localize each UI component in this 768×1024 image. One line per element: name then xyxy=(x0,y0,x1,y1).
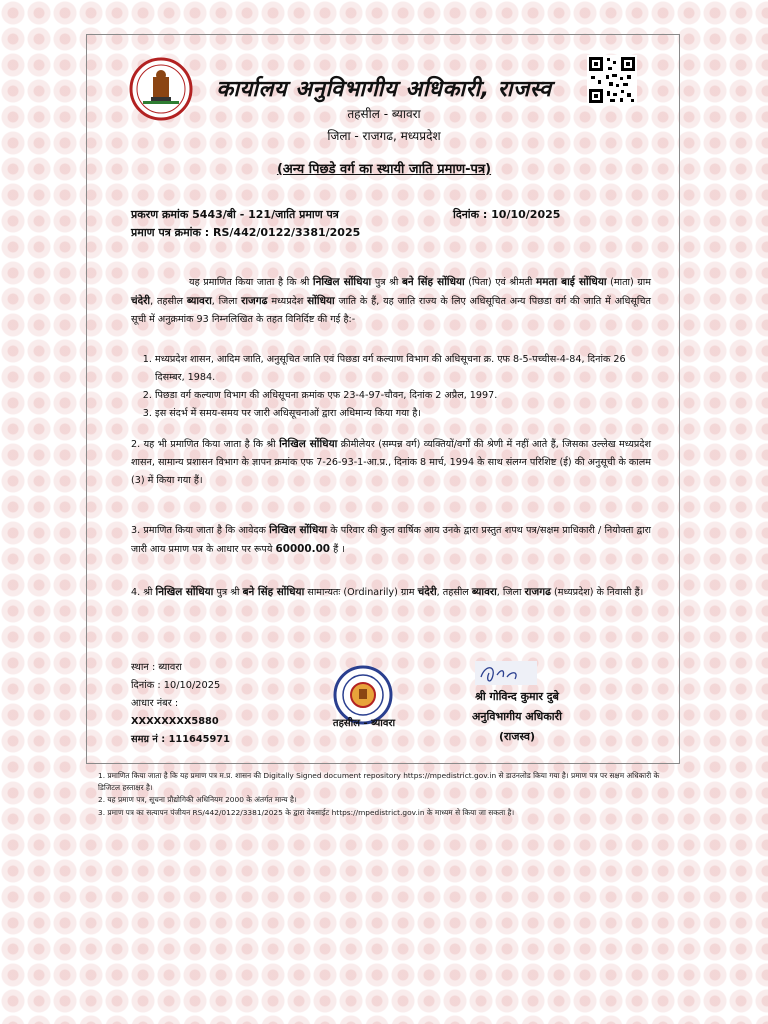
list-item: 3. इस संदर्भ में समय-समय पर जारी अधिसूचनाओं द्वारा अधिमान्य किया गया है। xyxy=(155,405,651,423)
mother-name: ममता बाई सोंधिया xyxy=(535,276,607,288)
text: (माता) ग्राम xyxy=(610,277,651,288)
signatory-department: (राजस्व) xyxy=(499,730,535,743)
text: पुत्र श्री xyxy=(216,587,240,598)
text: हैं । xyxy=(333,544,345,555)
district-name: राजगढ xyxy=(524,586,551,598)
date-line: दिनांक : 10/10/2025 xyxy=(131,680,221,691)
district-line: जिला - राजगढ, मध्यप्रदेश xyxy=(327,129,441,143)
applicant-name: निखिल सोंधिया xyxy=(279,438,338,450)
tehsil-name: ब्यावरा xyxy=(471,586,497,598)
applicant-name: निखिल सोंधिया xyxy=(269,524,328,536)
text: (पिता) एवं श्रीमती xyxy=(468,277,533,288)
footer-note: 3. प्रमाण पत्र का सत्यापन पंजीयन RS/442/0122/3381/2025 के द्वारा वेबसाईट https://mpedistrict.gov.in के माध्यम से किया जा सकता है। xyxy=(98,807,515,817)
samagra-number: समग्र नं : 111645971 xyxy=(131,734,230,745)
paragraph-4 xyxy=(131,583,651,602)
tehsil-name: ब्यावरा xyxy=(186,295,212,307)
place-line: स्थान : ब्यावरा xyxy=(131,662,182,673)
aadhaar-value: XXXXXXXX5880 xyxy=(131,716,219,727)
list-item: 1. मध्यप्रदेश शासन, आदिम जाति, अनुसूचित जाति एवं पिछडा वर्ग कल्याण विभाग की अधिसूचना क्र. एफ 8-5-पच्चीस-4-84, दिनांक 26 दिसम्बर, 1984. xyxy=(155,351,651,387)
district-name: राजगढ xyxy=(241,295,268,307)
village-name: चंदेरी xyxy=(131,295,151,307)
paragraph-2 xyxy=(131,435,651,490)
office-title: कार्यालय अनुविभागीय अधिकारी, राजस्व xyxy=(216,77,552,102)
caste-name: सोंधिया xyxy=(307,295,335,307)
certificate-type-heading: (अन्य पिछडे वर्ग का स्थायी जाति प्रमाण-पत्र) xyxy=(276,162,492,177)
village-name: चंदेरी xyxy=(417,586,437,598)
aadhaar-label: आधार नंबर : xyxy=(131,698,179,709)
text: , तहसील xyxy=(150,296,183,307)
applicant-name: निखिल सोंधिया xyxy=(312,276,372,288)
text: , जिला xyxy=(211,296,238,307)
income-amount: 60000.00 xyxy=(275,543,331,555)
notification-list xyxy=(131,351,651,423)
paragraph-3 xyxy=(131,521,651,559)
footer-note: 2. यह प्रमाण पत्र, सूचना प्रौद्योगिकी अधिनियम 2000 के अंतर्गत मान्य है। xyxy=(98,795,297,804)
text: 3. प्रमाणित किया जाता है कि आवेदक xyxy=(131,525,266,536)
text: , तहसील xyxy=(436,587,469,598)
father-name: बने सिंह सोंधिया xyxy=(242,586,305,598)
text: मध्यप्रदेश xyxy=(271,296,304,307)
certificate-frame xyxy=(86,34,680,764)
case-number: प्रकरण क्रमांक 5443/बी - 121/जाति प्रमाण पत्र xyxy=(131,208,339,221)
list-item: 2. पिछडा वर्ग कल्याण विभाग की अधिसूचना क्रमांक एफ 23-4-97-चौवन, दिनांक 2 अप्रैल, 1997. xyxy=(155,387,651,405)
seal-label: तहसील - ब्यावरा xyxy=(332,718,396,729)
footer-notes xyxy=(98,770,670,819)
signature-image xyxy=(475,661,537,685)
text: क्रीमीलेयर (सम्पन्न वर्ग) व्यक्तियों/वर्गों की श्रेणी में नहीं आते हैं, जिसका उल्लेख मध्यप्रदेश शासन, सामान्य प्रशासन विभाग के ज्ञापन क्रमांक एफ 7-26-93-1-आ.प्र., दिनांक 8 मार्च, 1994 के साथ संलग्न परिशिष्ट (ई) की अनुसूची के कालम (3) में किया गया हैं। xyxy=(131,439,651,486)
tehsil-line: तहसील - ब्यावरा xyxy=(347,107,421,121)
text: 2. यह भी प्रमाणित किया जाता है कि श्री xyxy=(131,439,276,450)
text: पुत्र श्री xyxy=(374,277,399,288)
certificate-number: प्रमाण पत्र क्रमांक : RS/442/0122/3381/2025 xyxy=(131,226,361,239)
text: 4. श्री xyxy=(131,587,153,598)
applicant-name: निखिल सोंधिया xyxy=(155,586,214,598)
text: (मध्यप्रदेश) के निवासी हैं। xyxy=(553,587,644,598)
text: यह प्रमाणित किया जाता है कि श्री xyxy=(189,277,310,288)
issue-date: दिनांक : 10/10/2025 xyxy=(453,208,561,221)
paragraph-1 xyxy=(131,273,651,329)
footer-note: 1. प्रमाणित किया जाता है कि यह प्रमाण पत्र म.प्र. शासन की Digitally Signed document repository https://mpedistrict.gov.in से डाउनलोड किया गया है। प्रमाण पत्र पर सक्षम अधिकारी के डिजिटल हस्ताक्षर है। xyxy=(98,771,660,792)
text: जाति के हैं, यह जाति राज्य के लिए अधिसूचित अन्य पिछडा वर्ग की जाति में अधिसूचित सूची में अनुक्रमांक 93 निम्नलिखित के तहत विनिर्दिष्ट की गई है:- xyxy=(131,296,651,325)
text: सामान्यतः (Ordinarily) ग्राम xyxy=(307,587,415,598)
text: , जिला xyxy=(496,587,522,598)
text: के परिवार की कुल वार्षिक आय उनके द्वारा प्रस्तुत शपथ पत्र/सक्षम प्राधिकारी / नियोक्ता द्वारा जारी आय प्रमाण पत्र के आधार पर रूपये xyxy=(131,525,652,555)
signatory-name: श्री गोविन्द कुमार दुबे xyxy=(475,690,559,703)
signatory-designation: अनुविभागीय अधिकारी xyxy=(472,710,562,723)
father-name: बने सिंह सोंधिया xyxy=(401,276,465,288)
